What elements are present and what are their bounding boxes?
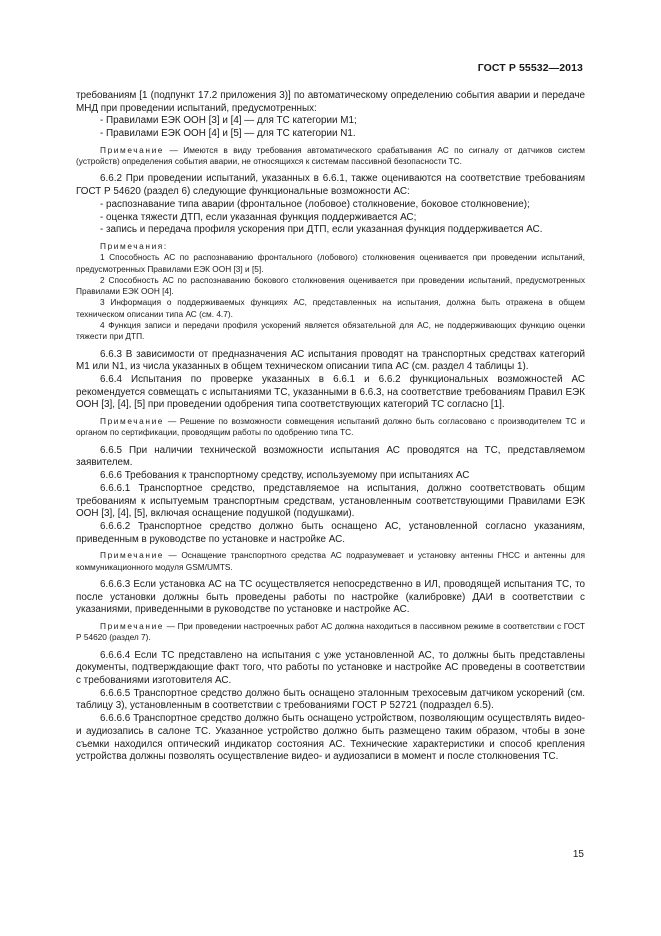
note xyxy=(76,550,585,573)
list-item: - оценка тяжести ДТП, если указанная функция поддерживается АС; xyxy=(100,211,417,223)
note-item: 1 Способность АС по распознаванию фронтального (лобового) столкновения оценивается при проведении испытаний, предусмотренных Правилами ЕЭК ООН [3] и [5]. xyxy=(76,252,585,274)
paragraph-6-6-6: 6.6.6 Требования к транспортному средству, используемому при испытаниях АС xyxy=(100,470,470,482)
note-text: — Имеются в виду требования автоматического срабатывания АС по сигналу от датчиков систем (устройств) определения события аварии, не относящихся к системам пассивной безопасности ТС. xyxy=(76,144,585,167)
note-label: Примечание xyxy=(100,144,165,155)
note-label: Примечание xyxy=(100,621,165,632)
paragraph-6-6-5: 6.6.5 При наличии технической возможности испытания АС проводятся на ТС, представляемом заявителем. xyxy=(76,444,585,469)
note-item: 4 Функция записи и передачи профиля ускорений является обязательной для АС, не поддерживающих функцию оценки тяжести при ДТП. xyxy=(76,320,585,342)
page-number: 15 xyxy=(572,849,584,860)
paragraph-6-6-6-4: 6.6.6.4 Если ТС представлено на испытания с уже установленной АС, то должны быть представлены документы, подтверждающие факт того, что работы по установке и настройке АС проведены в соответствии с требованиями изготовителя АС. xyxy=(76,649,585,687)
note-item: 2 Способность АС по распознаванию бокового столкновения оценивается при проведении испытаний, предусмотренных Правилами ЕЭК ООН [4]. xyxy=(76,274,585,297)
paragraph-6-6-6-5: 6.6.6.5 Транспортное средство должно быть оснащено эталонным трехосевым датчиком ускорений (см. таблицу 3), установленным в соответствии с требованиями ГОСТ Р 52721 (подраздел 6.5). xyxy=(76,687,585,712)
note-text: — Решение по возможности совмещения испытаний должно быть согласовано с производителем ТС и органом по сертификации, проводящим работы по одобрению типа ТС. xyxy=(76,416,585,438)
list-item: - запись и передача профиля ускорения при ДТП, если указанная функция поддерживается АС. xyxy=(100,224,543,236)
note xyxy=(76,145,585,168)
paragraph-6-6-6-1: 6.6.6.1 Транспортное средство, представляемое на испытания, должно соответствовать общим требованиям к испытуемым транспортным средствам, установленным соответствующими Правилами ЕЭК ООН [3], [4], [5], включая оснащение подушкой (подушками). xyxy=(76,482,585,520)
list-item: - Правилами ЕЭК ООН [4] и [5] — для ТС категории N1. xyxy=(100,128,356,140)
page-body xyxy=(76,90,585,764)
paragraph: требованиям [1 (подпункт 17.2 приложения 3)] по автоматическому определению события аварии и передаче МНД при проведении испытаний, предусмотренных: xyxy=(76,90,585,114)
paragraph-6-6-6-6: 6.6.6.6 Транспортное средство должно быть оснащено устройством, позволяющим осуществлять видео- и аудиозапись в салоне ТС. Указанное устройство должно быть размещено таким образом, чтобы в зоне съемки находился оптический индикатор состояния АС. Технические характеристики и способ крепления устройства должны позволять осуществление видео- и аудиозаписи в момент и после столкновения ТС. xyxy=(76,713,585,763)
paragraph-6-6-2: 6.6.2 При проведении испытаний, указанных в 6.6.1, также оцениваются на соответствие требованиям ГОСТ Р 54620 (раздел 6) следующие функциональные возможности АС: xyxy=(76,173,585,198)
paragraph-6-6-6-3: 6.6.6.3 Если установка АС на ТС осуществляется непосредственно в ИЛ, проводящей испытания ТС, то после установки должны быть проведены работы по настройке (калибровке) ДАИ в соответствии с указаниями, приведенными в руководстве по установке и настройке АС. xyxy=(76,578,585,616)
note-text: — При проведении настроечных работ АС должна находиться в пассивном режиме в соответствии с ГОСТ Р 54620 (раздел 7). xyxy=(76,621,585,643)
note-text: — Оснащение транспортного средства АС подразумевает и установку антенны ГНСС и антенны для коммуникационного модуля GSM/UMTS. xyxy=(76,550,585,572)
note-item: 3 Информация о поддерживаемых функциях АС, представленных на испытания, должна быть отражена в общем техническом описании типа АС (см. 4.7). xyxy=(76,297,585,319)
standard-code: ГОСТ Р 55532—2013 xyxy=(477,62,583,74)
notes-label: Примечания: xyxy=(100,240,168,251)
note-label: Примечание xyxy=(100,550,165,561)
note xyxy=(76,416,585,439)
list-item: - Правилами ЕЭК ООН [3] и [4] — для ТС категории М1; xyxy=(100,115,357,127)
paragraph-6-6-4: 6.6.4 Испытания по проверке указанных в 6.6.1 и 6.6.2 функциональных возможностей АС рекомендуется совмещать с испытаниями ТС, указанными в 6.6.3, на соответствие требованиям Правил ЕЭК ООН [3], [4], [5] при проведении одобрения типа соответствующих категорий ТС согласно [1]. xyxy=(76,374,585,411)
note xyxy=(76,621,585,644)
list-item: - распознавание типа аварии (фронтальное (лобовое) столкновение, боковое столкновение); xyxy=(100,198,530,210)
paragraph-6-6-3: 6.6.3 В зависимости от предназначения АС испытания проводят на транспортных средствах категорий М1 или N1, из числа указанных в общем техническом описании типа АС (см. раздел 4 таблицы 1). xyxy=(76,348,585,373)
note-label: Примечание xyxy=(100,416,165,427)
paragraph-6-6-6-2: 6.6.6.2 Транспортное средство должно быть оснащено АС, установленной согласно указаниям, приведенным в руководстве по установке и настройке АС. xyxy=(76,520,585,545)
